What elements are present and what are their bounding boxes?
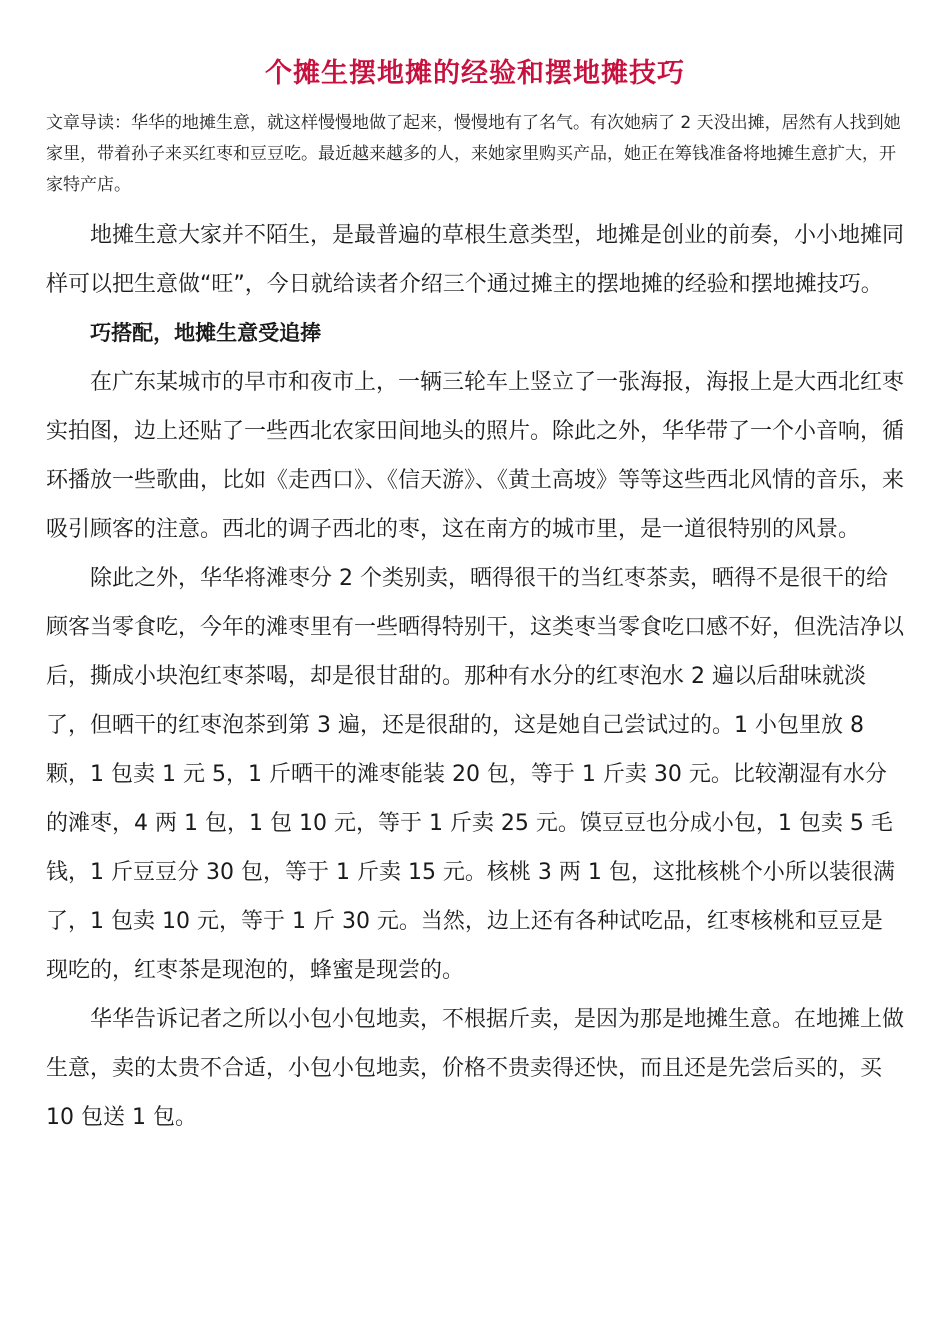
body-paragraph: 在广东某城市的早市和夜市上，一辆三轮车上竖立了一张海报，海报上是大西北红枣实拍图，边上还贴了一些西北农家田间地头的照片。除此之外，华华带了一个小音响，循环播放一些歌曲，比如《走西口》、《信天游》、《黄土高坡》等等这些西北风情的音乐，来吸引顾客的注意。西北的调子西北的枣，这在南方的城市里，是一道很特别的风景。 <box>46 370 905 542</box>
document-page <box>46 0 904 1142</box>
section-heading: 巧搭配，地摊生意受追捧 <box>90 321 322 345</box>
body-paragraph: 地摊生意大家并不陌生，是最普遍的草根生意类型，地摊是创业的前奏，小小地摊同样可以把生意做“旺”，今日就给读者介绍三个通过摊主的摆地摊的经验和摆地摊技巧。 <box>46 223 905 297</box>
article-title: 个摊生摆地摊的经验和摆地摊技巧 <box>265 58 685 89</box>
body-paragraph: 除此之外，华华将滩枣分 2 个类别卖，晒得很干的当红枣茶卖，晒得不是很干的给顾客当零食吃，今年的滩枣里有一些晒得特别干，这类枣当零食吃口感不好，但洗洁净以后，撕成小块泡红枣茶喝，却是很甘甜的。那种有水分的红枣泡水 2 遍以后甜味就淡了，但晒干的红枣泡茶到第 3 遍，还是很甜的，这是她自己尝试过的。1 小包里放 8 颗，1 包卖 1 元 5，1 斤晒干的滩枣能装 20 包，等于 1 斤卖 30 元。比较潮湿有水分的滩枣，4 两 1 包，1 包 10 元，等于 1 斤卖 25 元。馍豆豆也分成小包，1 包卖 5 毛钱，1 斤豆豆分 30 包，等于 1 斤卖 15 元。核桃 3 两 1 包，这批核桃个小所以装很满了，1 包卖 10 元，等于 1 斤 30 元。当然，边上还有各种试吃品，红枣核桃和豆豆是现吃的，红枣茶是现泡的，蜂蜜是现尝的。 <box>46 566 905 983</box>
body-paragraph: 华华告诉记者之所以小包小包地卖，不根据斤卖，是因为那是地摊生意。在地摊上做生意，卖的太贵不合适，小包小包地卖，价格不贵卖得还快，而且还是先尝后买的，买 10 包送 1 包。 <box>46 1007 905 1130</box>
article-intro: 文章导读：华华的地摊生意，就这样慢慢地做了起来，慢慢地有了名气。有次她病了 2 天没出摊，居然有人找到她家里，带着孙子来买红枣和豆豆吃。最近越来越多的人，来她家里购买产品，她正在筹钱准备将地摊生意扩大，开家特产店。 <box>46 113 901 195</box>
